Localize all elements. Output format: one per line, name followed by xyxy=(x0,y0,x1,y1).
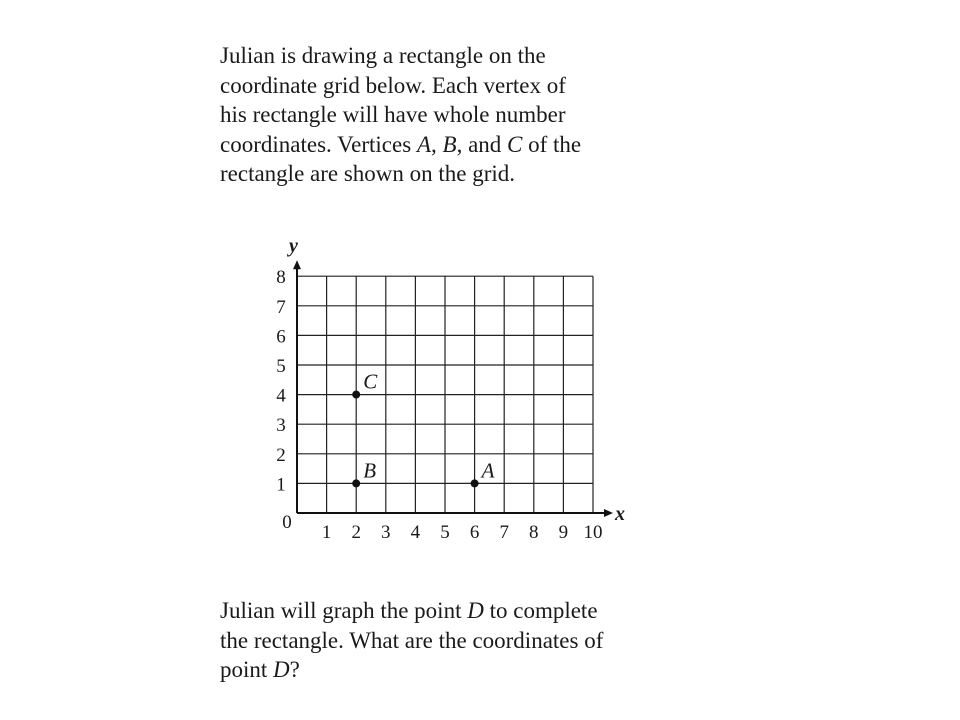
question-line-1-start: Julian will graph the point xyxy=(220,598,468,623)
x-tick-label: 6 xyxy=(469,522,480,543)
intro-line-3: his rectangle will have whole number xyxy=(220,102,566,127)
y-tick-label: 1 xyxy=(276,474,286,496)
x-tick-label: 7 xyxy=(499,522,509,543)
x-tick-label: 8 xyxy=(529,522,539,543)
vertex-b-label: B xyxy=(442,131,457,157)
intro-line-4-end: of the xyxy=(522,131,582,157)
intro-line-2: coordinate grid below. Each vertex of xyxy=(220,72,566,98)
vertex-c-label: C xyxy=(507,131,523,157)
question-line-2: the rectangle. What are the coordinates of xyxy=(220,627,604,653)
x-axis-label: x xyxy=(615,503,625,525)
question-line-3-end: ? xyxy=(289,657,300,682)
x-tick-label: 5 xyxy=(440,522,450,543)
point-c xyxy=(352,391,360,399)
x-tick-label: 10 xyxy=(583,522,603,543)
y-tick-label: 7 xyxy=(276,296,286,318)
y-tick-label: 4 xyxy=(276,385,286,407)
intro-line-5: rectangle are shown on the grid. xyxy=(220,161,516,186)
x-tick-label: 9 xyxy=(558,522,569,543)
x-tick-label: 1 xyxy=(321,522,332,543)
point-d-label-2: D xyxy=(273,657,290,682)
y-tick-label: 5 xyxy=(276,356,286,377)
intro-sep-1: , xyxy=(431,131,443,157)
x-tick-label: 3 xyxy=(381,522,391,543)
y-tick-label: 8 xyxy=(276,267,286,289)
point-label-c: C xyxy=(363,369,378,394)
intro-sep-2: , and xyxy=(456,131,508,157)
x-tick-label: 4 xyxy=(410,522,421,543)
question-line-3-start: point xyxy=(220,657,274,682)
intro-line-1: Julian is drawing a rectangle on the xyxy=(220,43,546,68)
y-tick-label: 6 xyxy=(276,326,286,348)
point-d-label: D xyxy=(467,598,484,623)
problem-question xyxy=(220,596,690,685)
y-axis-arrow xyxy=(293,260,301,269)
point-label-a: A xyxy=(481,458,495,483)
y-axis-label: y xyxy=(289,235,298,258)
y-tick-label: 2 xyxy=(276,444,286,466)
point-label-b: B xyxy=(363,458,377,483)
x-tick-label: 2 xyxy=(351,522,361,543)
origin-label: 0 xyxy=(282,512,292,533)
vertex-a-label: A xyxy=(416,131,431,157)
point-a xyxy=(471,479,479,487)
y-tick-label: 3 xyxy=(276,415,286,437)
intro-line-4-start: coordinates. Vertices xyxy=(220,131,417,157)
point-b xyxy=(352,479,360,487)
x-axis-arrow xyxy=(604,509,613,517)
question-line-1-end: to complete xyxy=(483,598,598,623)
